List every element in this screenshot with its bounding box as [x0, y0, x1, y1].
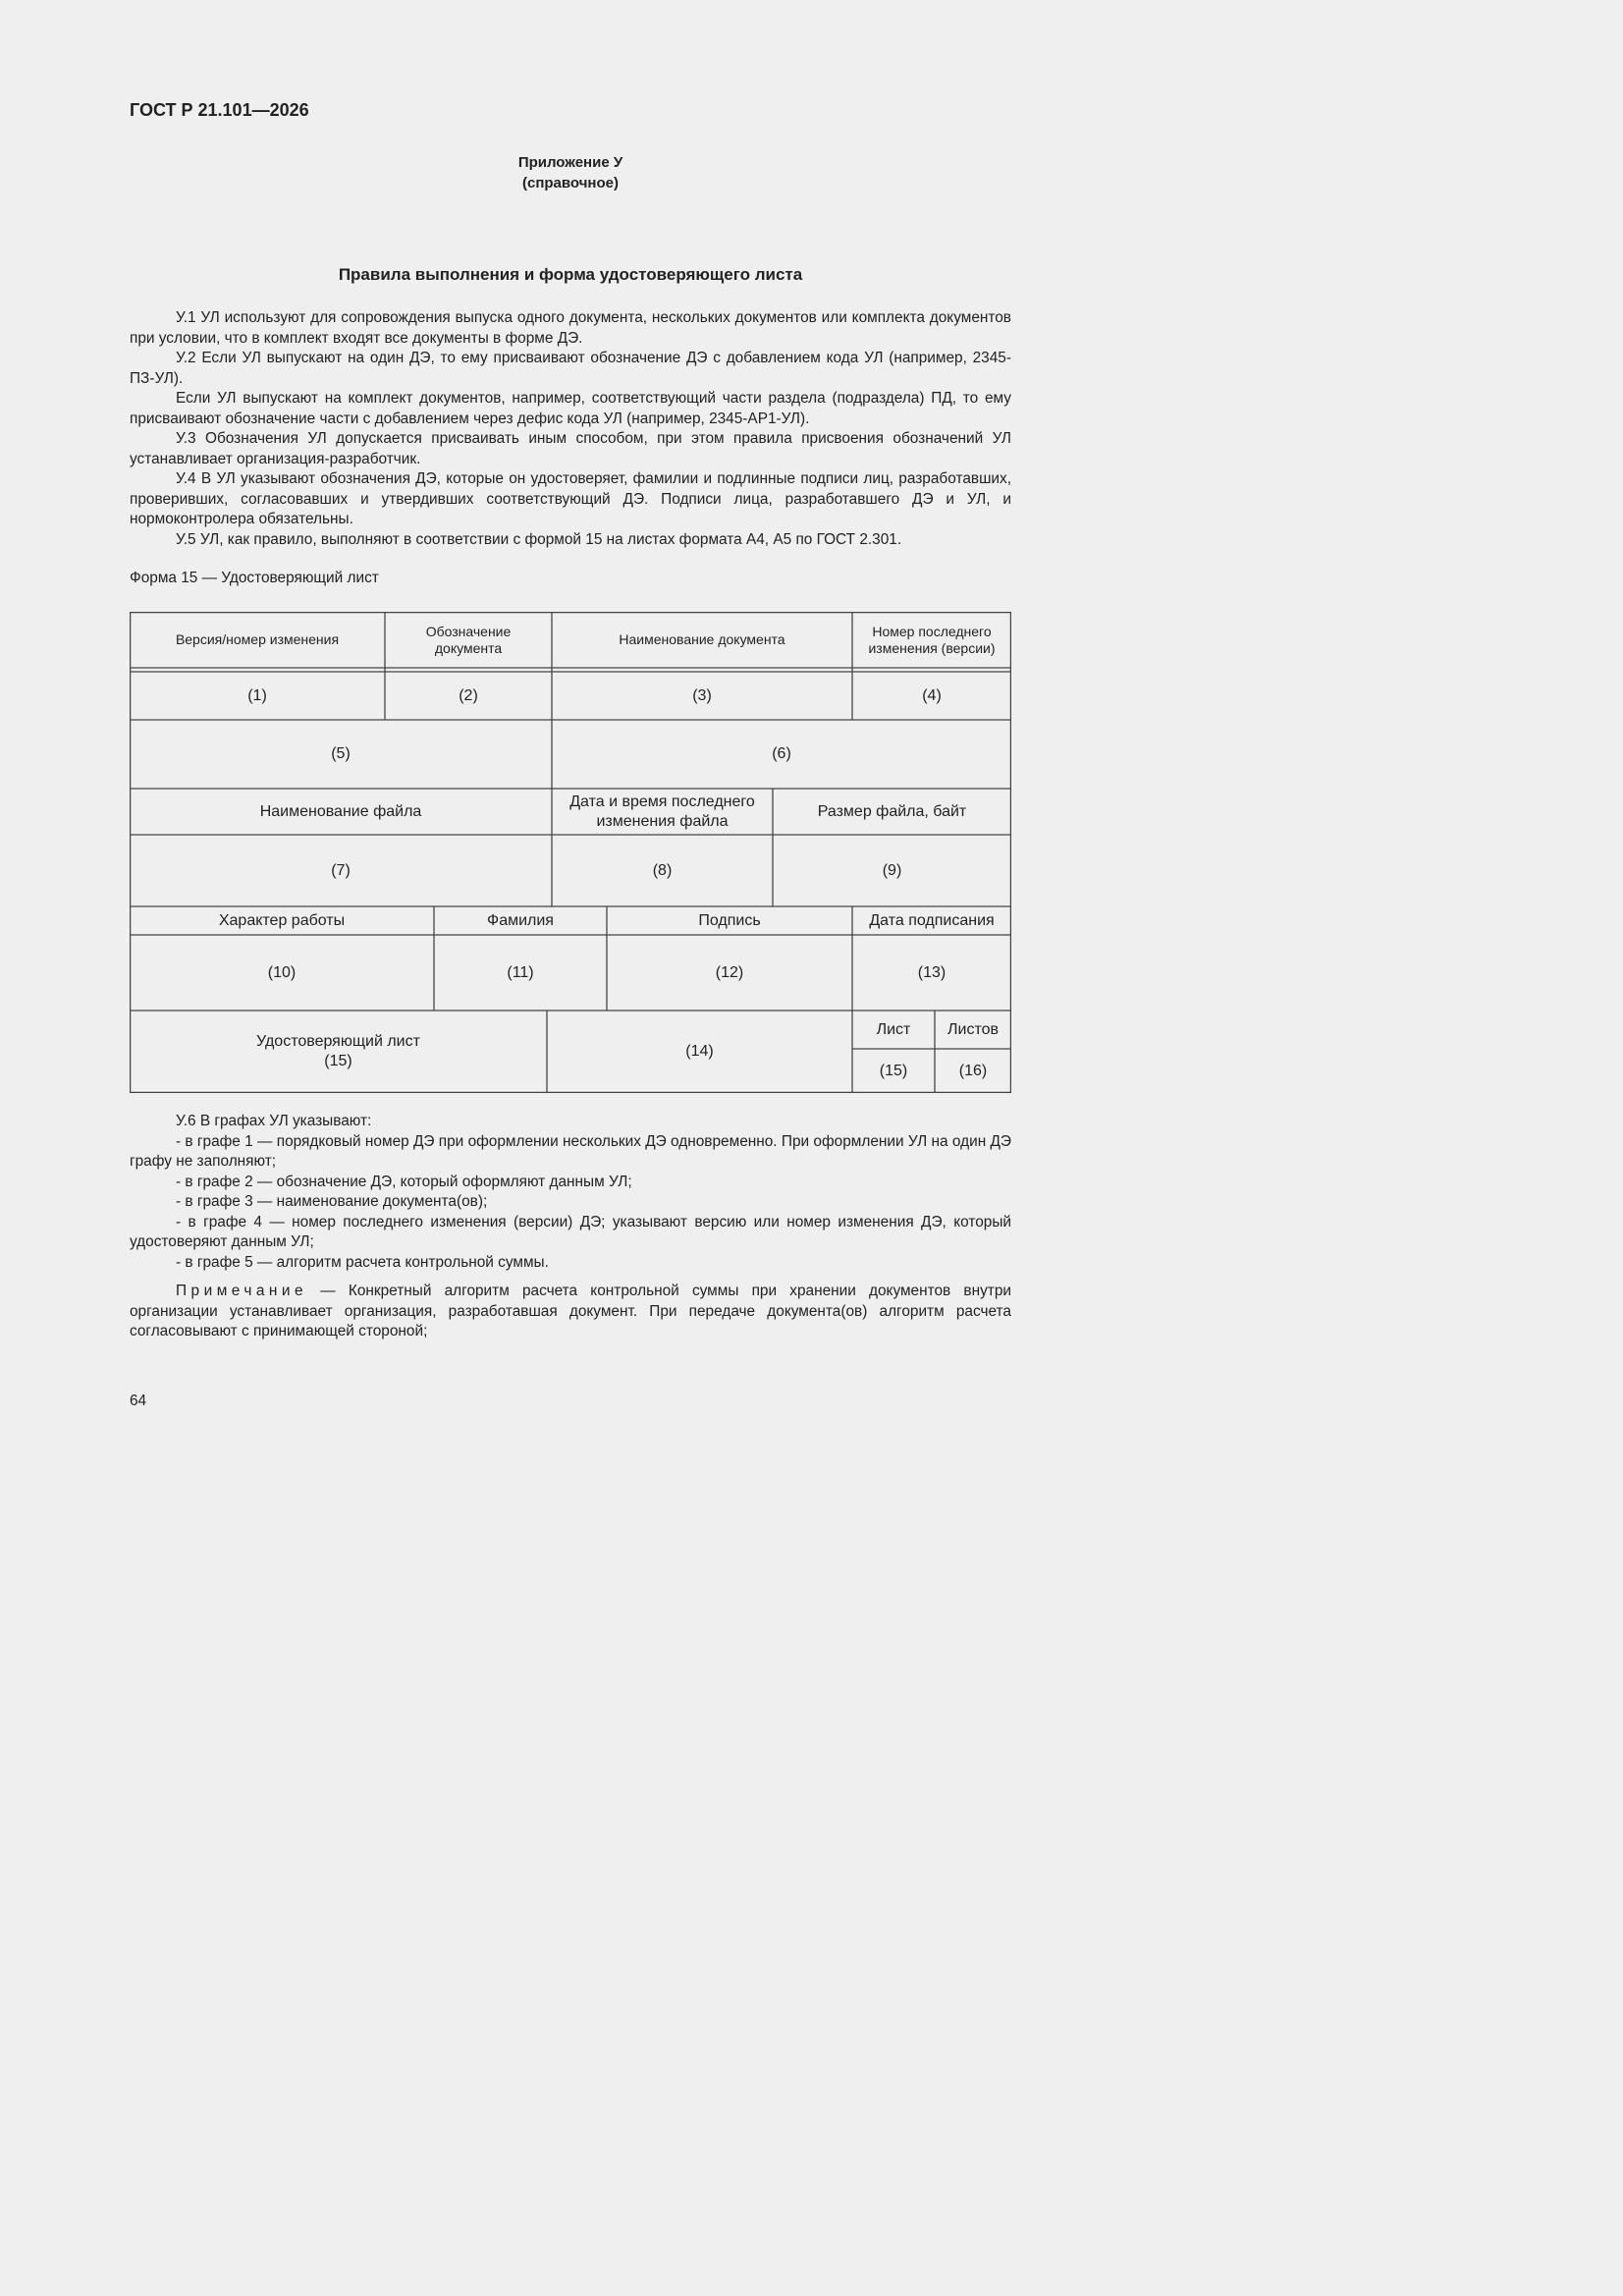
footer-title-block	[130, 1011, 547, 1093]
header-sheet: Лист	[876, 1020, 911, 1038]
header-designation: Обозначение документа	[425, 623, 512, 656]
cell-10: (10)	[267, 963, 297, 981]
header-sign-date: Дата подписания	[869, 911, 995, 929]
cell-16: (16)	[958, 1062, 988, 1079]
document-page	[0, 0, 1089, 1540]
paragraph-u6: У.6 В графах УЛ указывают:	[176, 1113, 372, 1129]
header-work-type: Характер работы	[218, 911, 346, 929]
cell-4: (4)	[922, 686, 942, 704]
list-item: - в графе 2 — обозначение ДЭ, который оформляют данным УЛ;	[176, 1173, 632, 1190]
footer-title-number: (15)	[324, 1053, 352, 1069]
cell-13: (13)	[917, 963, 947, 981]
cell-9: (9)	[882, 861, 902, 879]
list-item: - в графе 5 — алгоритм расчета контрольной суммы.	[176, 1253, 549, 1271]
paragraph-u1: У.1 УЛ используют для сопровождения выпуска одного документа, нескольких документов или комплекта документов при условии, что в комплект входят все документы в форме ДЭ.	[130, 309, 1011, 347]
cell-6: (6)	[772, 745, 791, 762]
cell-1: (1)	[247, 686, 267, 704]
header-signature: Подпись	[698, 911, 761, 929]
appendix-kind: (справочное)	[522, 175, 619, 191]
intro-text	[130, 308, 1011, 550]
paragraph-u2: У.2 Если УЛ выпускают на один ДЭ, то ему присваивают обозначение ДЭ с добавлением кода УЛ (например, 2345-ПЗ-УЛ).	[130, 350, 1011, 387]
form-15-table	[130, 612, 1011, 1093]
header-surname: Фамилия	[487, 911, 554, 929]
header-sheets: Листов	[947, 1020, 999, 1038]
note-paragraph	[130, 1282, 1011, 1342]
appendix-label: Приложение У	[517, 154, 623, 171]
header-version: Версия/номер изменения	[175, 631, 340, 647]
list-item: - в графе 3 — наименование документа(ов);	[176, 1193, 488, 1210]
column-instructions	[130, 1112, 1011, 1342]
header-document-name: Наименование документа	[619, 631, 785, 647]
cell-12: (12)	[715, 963, 744, 981]
cell-7: (7)	[331, 861, 351, 879]
header-last-change: Номер последнего изменения (версии)	[868, 623, 996, 656]
cell-8: (8)	[652, 861, 673, 879]
header-file-name: Наименование файла	[259, 802, 422, 820]
header-file-size: Размер файла, байт	[817, 802, 967, 820]
note-text: — Конкретный алгоритм расчета контрольной суммы при хранении документов внутри организации устанавливает организация, разработавшая документ. При передаче документа(ов) алгоритм расчета согласовывают с принимающей стороной;	[130, 1283, 1011, 1339]
list-item: - в графе 4 — номер последнего изменения (версии) ДЭ; указывают версию или номер изменения ДЭ, который удостоверяют данным УЛ;	[130, 1213, 1011, 1250]
cell-2: (2)	[459, 686, 478, 704]
paragraph-u5: У.5 УЛ, как правило, выполняют в соответствии с формой 15 на листах формата А4, А5 по ГОСТ 2.301.	[176, 530, 902, 548]
header-file-date: Дата и время последнего изменения файла	[569, 793, 755, 830]
cell-5: (5)	[331, 745, 351, 762]
appendix-title: Правила выполнения и форма удостоверяющего листа	[338, 265, 803, 284]
paragraph-u4: У.4 В УЛ указывают обозначения ДЭ, которые он удостоверяет, фамилии и подлинные подписи лиц, разработавших, проверивших, согласовавших и утвердивших соответствующий ДЭ. Подписи лица, разработавшего ДЭ и УЛ, и нормоконтролера обязательны.	[130, 470, 1011, 527]
list-item: - в графе 1 — порядковый номер ДЭ при оформлении нескольких ДЭ одновременно. При оформлении УЛ на один ДЭ графу не заполняют;	[130, 1132, 1011, 1170]
cell-14: (14)	[685, 1043, 714, 1060]
note-label: Примечание	[176, 1283, 308, 1299]
document-code-header: ГОСТ Р 21.101—2026	[130, 100, 309, 120]
cell-3: (3)	[692, 686, 712, 704]
form-caption: Форма 15 — Удостоверяющий лист	[130, 570, 379, 586]
cell-11: (11)	[507, 963, 534, 981]
paragraph-u3: У.3 Обозначения УЛ допускается присваивать иным способом, при этом правила присвоения обозначений УЛ устанавливает организация-разработчик.	[130, 430, 1011, 467]
page-number: 64	[130, 1393, 147, 1409]
cell-15: (15)	[879, 1062, 908, 1079]
paragraph-u2-cont: Если УЛ выпускают на комплект документов, например, соответствующий части раздела (подраздела) ПД, то ему присваивают обозначение части с добавлением через дефис кода УЛ (например, 2345-АР1-УЛ).	[130, 390, 1011, 427]
footer-title: Удостоверяющий лист	[256, 1033, 420, 1050]
